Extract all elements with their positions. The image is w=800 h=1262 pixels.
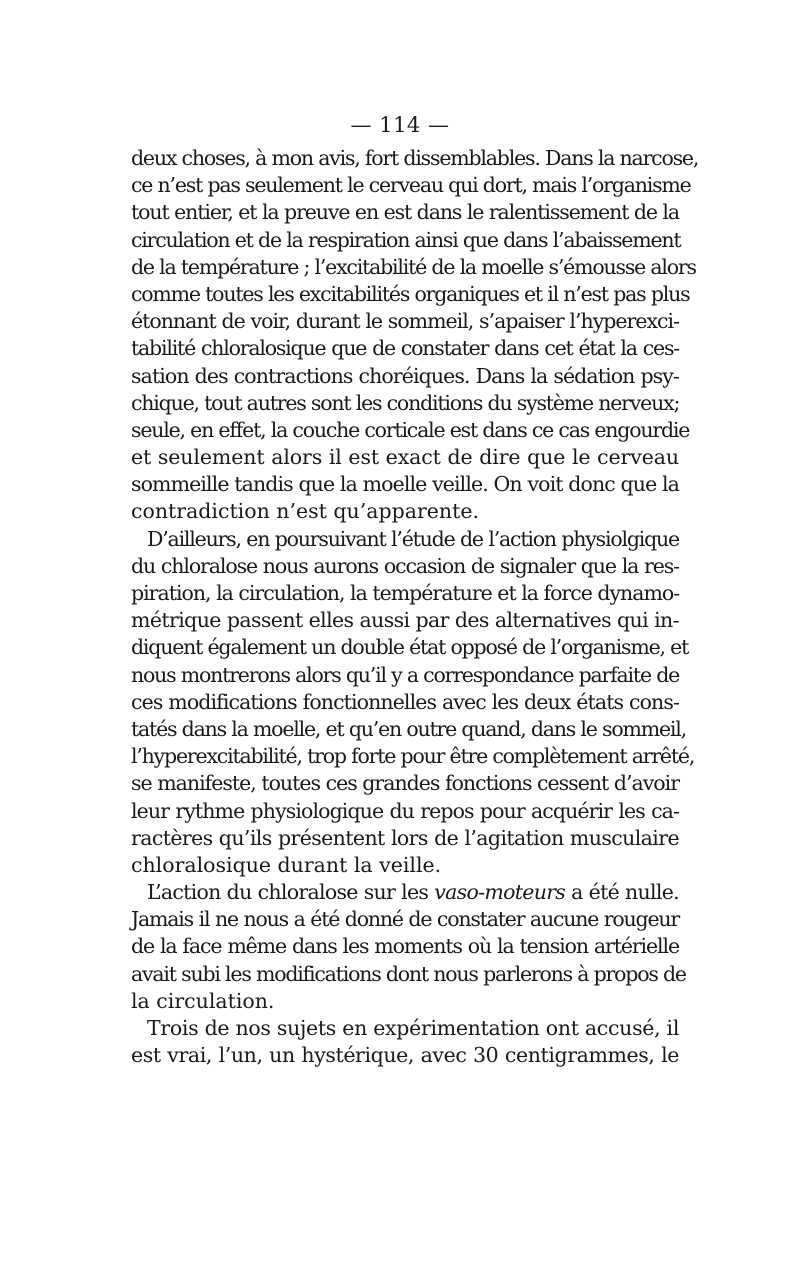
- text-line: tout entier, et la preuve en est dans le ralentissement de la: [131, 200, 679, 225]
- text-line: est vrai, l’un, un hystérique, avec 30 centigrammes, le: [131, 1043, 679, 1068]
- paragraph-start-line: Trois de nos sujets en expérimentation ont accusé, il: [147, 1016, 680, 1040]
- text-line: ces modifications fonctionnelles avec les deux états cons-: [131, 689, 679, 714]
- text-line: chloralosique durant la veille.: [131, 852, 442, 877]
- text-line: sommeille tandis que la moelle veille. On voit donc que la: [131, 472, 679, 497]
- text-segment: L’action du chloralose sur les: [147, 880, 429, 905]
- text-line: ce n’est pas seulement le cerveau qui dort, mais l’organisme: [131, 173, 691, 198]
- text-line: contradiction n’est qu’apparente.: [131, 499, 479, 524]
- text-line: comme toutes les excitabilités organiques et il n’est pas plus: [131, 281, 690, 306]
- text-line: deux choses, à mon avis, fort dissemblables. Dans la narcose,: [131, 146, 699, 170]
- text-line: tatés dans la moelle, et qu’en outre quand, dans le sommeil,: [131, 716, 686, 741]
- text-line: tabilité chloralosique que de constater dans cet état la ces-: [131, 336, 679, 361]
- text-line: nous montrerons alors qu’il y a correspondance parfaite de: [131, 662, 680, 687]
- text-line: et seulement alors il est exact de dire que le cerveau: [131, 445, 679, 470]
- text-line: de la température ; l’excitabilité de la moelle s’émousse alors: [131, 254, 696, 279]
- text-line: de la face même dans les moments où la tension artérielle: [131, 934, 679, 959]
- italic-term: vaso-moteurs: [434, 880, 566, 905]
- text-line: du chloralose nous aurons occasion de signaler que la res-: [131, 553, 679, 578]
- paragraph-start-line: [131, 879, 679, 906]
- text-line: diquent également un double état opposé de l’organisme, et: [131, 635, 689, 660]
- text-line: l’hyperexcitabilité, trop forte pour être complètement arrêté,: [131, 744, 695, 769]
- text-line: leur rythme physiologique du repos pour acquérir les ca-: [131, 798, 679, 823]
- paragraph-start-line: D’ailleurs, en poursuivant l’étude de l’action physiolgique: [147, 526, 679, 551]
- text-line: piration, la circulation, la température et la force dynamo-: [131, 581, 680, 605]
- text-line: Jamais il ne nous a été donné de constater aucune rougeur: [131, 907, 679, 932]
- text-line: avait subi les modifications dont nous parlerons à propos de: [131, 961, 686, 986]
- text-line: sation des contractions choréiques. Dans la sédation psy-: [131, 363, 679, 388]
- body-text: [131, 145, 699, 1069]
- text-line: chique, tout autres sont les conditions du système nerveux;: [131, 390, 680, 415]
- text-line: seule, en effet, la couche corticale est dans ce cas engourdie: [131, 417, 690, 442]
- text-segment: a été nulle.: [565, 880, 679, 905]
- text-line: se manifeste, toutes ces grandes fonctions cessent d’avoir: [131, 771, 679, 796]
- text-line: circulation et de la respiration ainsi que dans l’abaissement: [131, 227, 681, 252]
- page-number: — 114 —: [350, 113, 450, 137]
- text-line: ractères qu’ils présentent lors de l’agitation musculaire: [131, 825, 679, 850]
- text-line: étonnant de voir, durant le sommeil, s’apaiser l’hyperexci-: [131, 309, 679, 334]
- text-line: métrique passent elles aussi par des alternatives qui in-: [131, 608, 679, 633]
- text-line: la circulation.: [131, 988, 275, 1013]
